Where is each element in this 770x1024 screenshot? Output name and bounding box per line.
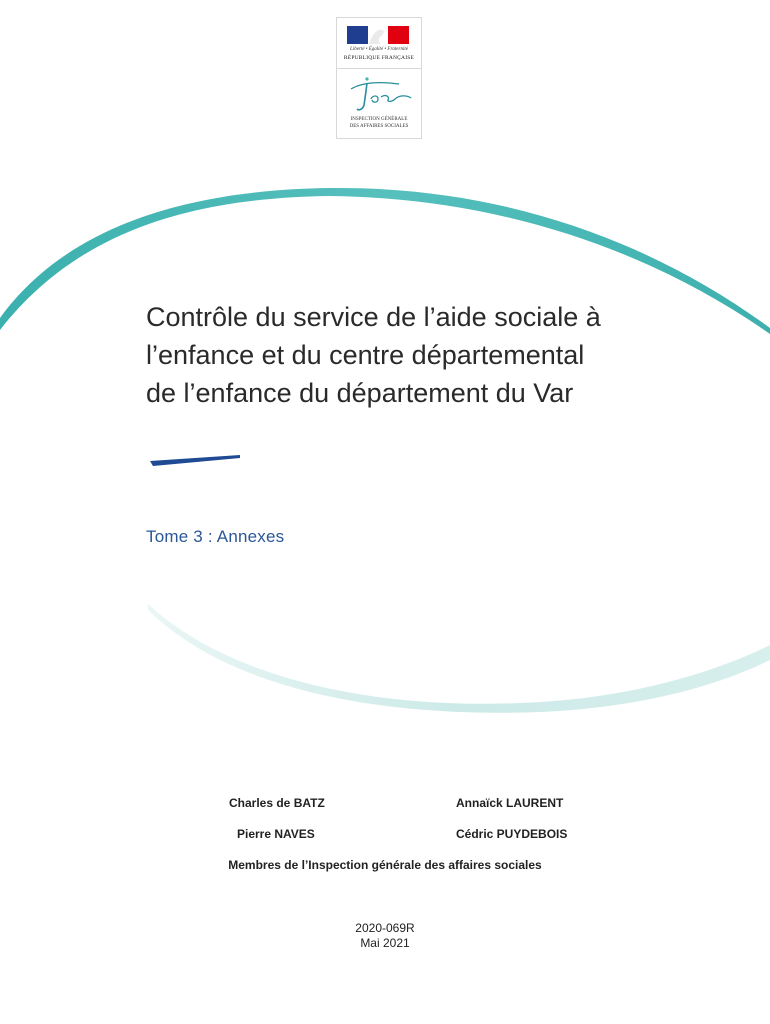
title-line-2: l’enfance et du centre départemental	[146, 340, 585, 370]
igas-label-line2: DES AFFAIRES SOCIALES	[349, 124, 409, 129]
subtitle: Tome 3 : Annexes	[146, 527, 285, 546]
light-arc	[148, 604, 770, 713]
title-line-3: de l’enfance du département du Var	[146, 378, 574, 408]
blue-accent-stroke	[150, 455, 240, 466]
report-date: Mai 2021	[360, 936, 410, 950]
motto: Liberté • Égalité • Fraternité	[350, 47, 408, 52]
republique-label: RÉPUBLIQUE FRANÇAISE	[343, 55, 415, 61]
author-name: Cédric PUYDEBOIS	[456, 827, 568, 841]
report-title	[146, 298, 666, 412]
igas-label-line1: INSPECTION GÉNÉRALE	[350, 117, 408, 122]
author-name: Annaïck LAURENT	[456, 796, 564, 810]
author-name: Pierre NAVES	[237, 827, 315, 841]
author-name: Charles de BATZ	[229, 796, 325, 810]
report-number: 2020-069R	[355, 921, 415, 935]
title-line-1: Contrôle du service de l’aide sociale à	[146, 302, 601, 332]
authors-affiliation: Membres de l’Inspection générale des affaires sociales	[228, 858, 542, 872]
